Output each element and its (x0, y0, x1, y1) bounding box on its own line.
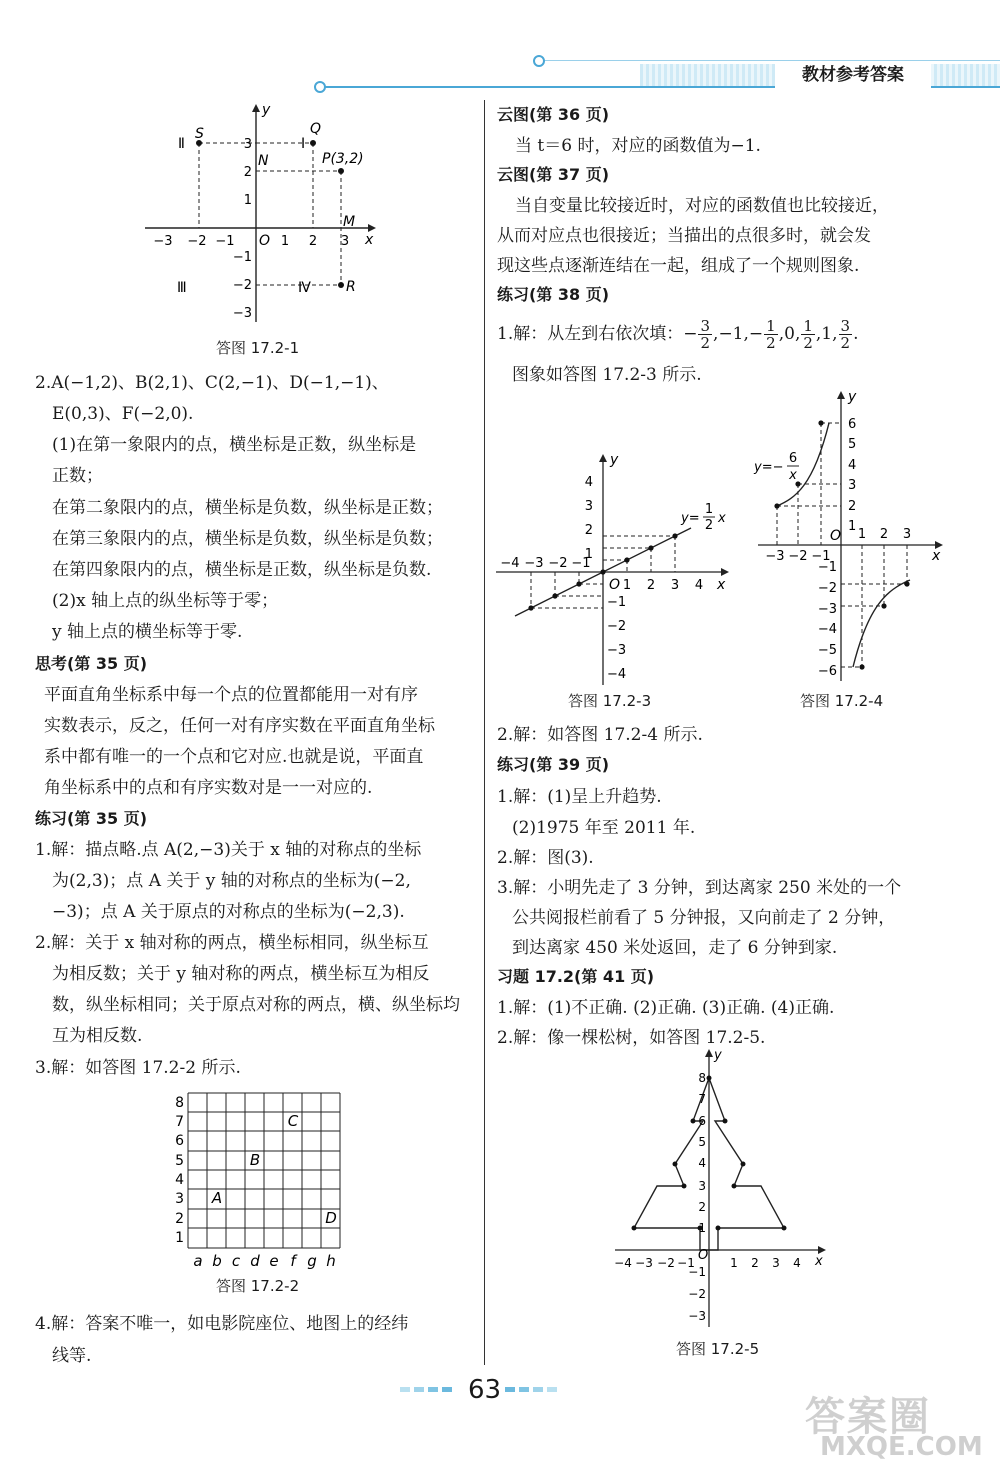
figure-17-2-5 (610, 1045, 840, 1335)
point-p (338, 168, 344, 174)
y-tick-labels (233, 137, 252, 321)
x-axis-arrow (721, 568, 729, 576)
svg-text:x: x (932, 548, 941, 564)
svg-text:f: f (290, 1252, 296, 1270)
xt172-q2: 2.解：像一棵松树，如答图 17.2-5. (497, 1028, 766, 1048)
guide-lines (199, 143, 341, 285)
header-dot-icon (314, 81, 326, 93)
y-axis-arrow (837, 391, 845, 399)
svg-text:−3: −3 (635, 1256, 653, 1270)
svg-text:2: 2 (751, 1256, 759, 1270)
ex39-q3-line1: 3.解：小明先走了 3 分钟，到达离家 250 米处的一个 (497, 878, 902, 898)
svg-text:6: 6 (848, 417, 857, 432)
q4-line1: 4.解：答案不唯一，如电影院座位、地图上的经纬 (35, 1314, 409, 1334)
axis-labels (698, 1048, 823, 1269)
svg-text:−3: −3 (607, 643, 627, 658)
q4-line2: 线等. (52, 1346, 92, 1366)
ex35-q2-line1: 2.解：关于 x 轴对称的两点，横坐标相同，纵坐标互 (35, 933, 429, 953)
svg-text:3: 3 (698, 1179, 706, 1193)
caption-17-2-4: 答图 17.2-4 (800, 692, 884, 710)
svg-text:2: 2 (308, 234, 318, 249)
label-x: x (365, 232, 374, 248)
svg-text:d: d (250, 1252, 260, 1270)
ex38-q2: 2.解：如答图 17.2-4 所示. (497, 725, 703, 745)
svg-text:−1: −1 (232, 250, 252, 265)
svg-text:−1: −1 (811, 549, 831, 564)
yun37-line3: 现这些点逐渐连结在一起，组成了一个规则图象. (497, 256, 860, 276)
svg-text:8: 8 (175, 1095, 184, 1111)
ex35-q1-line1: 1.解：描点略.点 A(2,−3)关于 x 轴的对称点的坐标 (35, 840, 422, 860)
svg-text:3: 3 (902, 527, 912, 542)
svg-text:−3: −3 (765, 549, 785, 564)
page-number: 63 (468, 1375, 502, 1405)
svg-text:1: 1 (584, 547, 593, 562)
svg-text:1: 1 (280, 234, 290, 249)
svg-text:4: 4 (175, 1172, 184, 1188)
y-axis-arrow (705, 1049, 713, 1057)
svg-text:2: 2 (848, 499, 857, 514)
function-label (680, 502, 726, 533)
ex35-q2-line3: 数，纵坐标相同；关于原点对称的两点，横、纵坐标均 (52, 995, 460, 1015)
yun37-heading: 云图(第 37 页) (497, 165, 610, 184)
svg-text:a: a (193, 1252, 203, 1270)
ex39-q3-line3: 到达离家 450 米处返回，走了 6 分钟到家. (512, 938, 838, 958)
svg-text:2: 2 (584, 523, 593, 538)
ex38-q1-line2: 图象如答图 17.2-3 所示. (512, 365, 702, 385)
label-quadrant-2: Ⅱ (178, 136, 185, 152)
svg-text:2: 2 (646, 578, 656, 593)
xt172-q1: 1.解：(1)不正确. (2)正确. (3)正确. (4)正确. (497, 998, 835, 1018)
page-deco-left (400, 1386, 460, 1394)
label-quadrant-4: Ⅳ (298, 280, 311, 296)
ex35-heading: 练习(第 35 页) (35, 809, 148, 828)
point-r (338, 282, 344, 288)
label-n: N (258, 153, 269, 169)
svg-text:4: 4 (793, 1256, 801, 1270)
svg-text:−1: −1 (677, 1256, 695, 1270)
svg-text:5: 5 (175, 1153, 184, 1169)
svg-text:3: 3 (340, 234, 350, 249)
think-line4: 角坐标系中的点和有序实数对是一一对应的. (44, 778, 373, 798)
point-b: B (249, 1151, 261, 1169)
label-p: P(3,2) (322, 151, 364, 167)
svg-text:−4: −4 (817, 622, 837, 637)
label-r: R (346, 279, 356, 295)
svg-text:−2: −2 (788, 549, 808, 564)
svg-text:−3: −3 (232, 306, 252, 321)
yun36-heading: 云图(第 36 页) (497, 105, 610, 124)
svg-text:1: 1 (704, 502, 714, 517)
svg-text:1: 1 (848, 519, 857, 534)
label-m: M (343, 214, 356, 230)
svg-text:y: y (714, 1048, 722, 1063)
svg-text:b: b (212, 1252, 222, 1270)
header-dot-icon (533, 55, 545, 67)
think-line2: 实数表示，反之，任何一对有序实数在平面直角坐标 (44, 716, 435, 736)
svg-text:y=−: y=− (754, 460, 784, 475)
label-y: y (262, 102, 271, 118)
caption-17-2-3: 答图 17.2-3 (568, 692, 652, 710)
yun36-line: 当 t＝6 时，对应的函数值为−1. (515, 136, 761, 156)
think-line3: 系中都有唯一的一个点和它对应.也就是说，平面直 (44, 747, 424, 767)
ex35-q1-line2: 为(2,3)；点 A 关于 y 轴的对称点的坐标为(−2, (52, 871, 411, 891)
point-q (310, 140, 316, 146)
svg-text:−4: −4 (500, 556, 520, 571)
svg-text:2: 2 (175, 1211, 184, 1227)
svg-text:−2: −2 (548, 556, 568, 571)
svg-text:−3: −3 (524, 556, 544, 571)
point-c: C (287, 1112, 299, 1130)
svg-text:−2: −2 (607, 619, 627, 634)
svg-text:y: y (848, 389, 857, 405)
svg-text:y: y (610, 452, 619, 468)
label-q: Q (310, 121, 322, 137)
figure-17-2-4 (750, 385, 950, 690)
fraction: $\frac{3}{2}$ (840, 317, 851, 352)
svg-text:3: 3 (584, 499, 593, 514)
figure-17-2-2 (168, 1088, 358, 1278)
yun37-line2: 从而对应点也很接近；当描出的点很多时，就会发 (497, 226, 871, 246)
x-tick-labels (153, 234, 349, 249)
svg-text:−2: −2 (232, 278, 252, 293)
svg-text:O: O (830, 528, 842, 544)
svg-text:4: 4 (698, 1156, 706, 1170)
svg-text:x: x (717, 577, 726, 593)
svg-text:1: 1 (175, 1230, 184, 1246)
ex39-heading: 练习(第 39 页) (497, 755, 610, 774)
yun37-line1: 当自变量比较接近时，对应的函数值也比较接近， (515, 196, 889, 216)
svg-text:−4: −4 (614, 1256, 632, 1270)
svg-text:4: 4 (848, 458, 857, 473)
ex35-q2-line4: 互为相反数. (52, 1026, 143, 1046)
svg-text:−3: −3 (817, 602, 837, 617)
q2-part2: (2)x 轴上点的纵坐标等于零； (52, 591, 279, 611)
svg-text:2: 2 (698, 1200, 706, 1214)
svg-text:3: 3 (243, 137, 252, 152)
ex35-q1-line3: −3)；点 A 关于原点的对称点的坐标为(−2,3). (52, 902, 405, 922)
ex39-q2: 2.解：图(3). (497, 848, 594, 868)
header-title: 教材参考答案 (775, 62, 931, 88)
q2-line-q2: 在第二象限内的点，横坐标是负数，纵坐标是正数； (52, 498, 443, 518)
svg-text:1: 1 (730, 1256, 738, 1270)
q2-line1: 2.A(−1,2)、B(2,1)、C(2,−1)、D(−1,−1)、 (35, 373, 389, 393)
svg-text:6: 6 (788, 451, 798, 466)
page-deco-right (505, 1386, 565, 1394)
ex35-q3: 3.解：如答图 17.2-2 所示. (35, 1058, 241, 1078)
svg-text:1: 1 (622, 578, 632, 593)
svg-text:7: 7 (175, 1114, 184, 1130)
caption-17-2-2: 答图 17.2-2 (216, 1277, 300, 1295)
svg-text:e: e (269, 1252, 279, 1270)
svg-text:y=: y= (681, 511, 700, 526)
ex39-q1a: 1.解：(1)呈上升趋势. (497, 787, 662, 807)
figure-17-2-3 (493, 450, 738, 690)
ex39-q3-line2: 公共阅报栏前看了 5 分钟报，又向前走了 2 分钟， (512, 908, 896, 928)
q2-line2: E(0,3)、F(−2,0). (52, 404, 194, 424)
ex38-heading: 练习(第 38 页) (497, 285, 610, 304)
grid-lines (188, 1093, 340, 1248)
svg-text:x: x (789, 468, 797, 483)
x-axis-arrow (818, 1246, 826, 1254)
label-s: S (195, 126, 204, 142)
svg-text:2: 2 (243, 165, 252, 180)
q2-part2b: y 轴上点的横坐标等于零. (52, 622, 243, 642)
watermark-logo: 答案圈 (805, 1394, 931, 1440)
y-tick-labels (818, 417, 856, 679)
column-divider (484, 100, 485, 1365)
svg-text:6: 6 (175, 1133, 184, 1149)
svg-text:−6: −6 (817, 664, 837, 679)
caption-17-2-1: 答图 17.2-1 (216, 339, 300, 357)
ex35-q2-line2: 为相反数；关于 y 轴对称的两点，横坐标互为相反 (52, 964, 430, 984)
svg-text:−3: −3 (153, 234, 173, 249)
svg-text:7: 7 (698, 1092, 706, 1106)
x-axis-arrow (368, 224, 376, 232)
svg-text:3: 3 (848, 478, 857, 493)
q2-part1b: 正数； (52, 466, 103, 486)
point-a: A (211, 1189, 223, 1207)
figure-17-2-1 (140, 100, 380, 330)
header-thin-line (540, 60, 1000, 61)
svg-text:g: g (307, 1252, 317, 1270)
label-quadrant-1: Ⅰ (301, 136, 306, 152)
fraction: $\frac{1}{2}$ (803, 317, 813, 352)
svg-text:O: O (698, 1248, 709, 1263)
think-line1: 平面直角坐标系中每一个点的位置都能用一对有序 (44, 685, 418, 705)
label-origin: O (259, 233, 271, 249)
svg-text:x: x (718, 511, 726, 526)
y-axis-arrow (252, 104, 260, 112)
svg-text:−2: −2 (688, 1287, 706, 1301)
caption-17-2-5: 答图 17.2-5 (676, 1340, 760, 1358)
svg-text:−4: −4 (607, 667, 627, 682)
svg-text:−2: −2 (187, 234, 207, 249)
svg-text:5: 5 (848, 437, 857, 452)
think-heading: 思考(第 35 页) (35, 654, 148, 673)
label-quadrant-3: Ⅲ (177, 280, 187, 296)
svg-text:−1: −1 (688, 1265, 706, 1279)
svg-text:−1: −1 (607, 595, 627, 610)
svg-text:2: 2 (879, 527, 889, 542)
svg-text:1: 1 (698, 1221, 706, 1235)
svg-text:−2: −2 (817, 581, 837, 596)
svg-text:−1: −1 (571, 556, 591, 571)
svg-text:−1: −1 (817, 560, 837, 575)
fraction: $\frac{1}{2}$ (766, 317, 776, 352)
ex38-q1-prefix: 1.解：从左到右依次填： (497, 324, 684, 344)
svg-text:6: 6 (698, 1114, 706, 1128)
svg-text:1: 1 (857, 527, 867, 542)
svg-text:c: c (231, 1252, 241, 1270)
svg-text:x: x (815, 1254, 823, 1269)
svg-text:5: 5 (698, 1135, 706, 1149)
watermark-url: MXQE.COM (820, 1432, 983, 1462)
svg-text:3: 3 (670, 578, 680, 593)
q2-line-q3: 在第三象限内的点，横坐标是负数，纵坐标是负数； (52, 529, 443, 549)
q2-line-q4: 在第四象限内的点，横坐标是正数，纵坐标是负数. (52, 560, 432, 580)
point-d: D (325, 1209, 337, 1227)
row-labels (175, 1095, 184, 1246)
ex39-q1b: (2)1975 年至 2011 年. (512, 818, 696, 838)
svg-text:−5: −5 (817, 643, 837, 658)
svg-text:3: 3 (175, 1191, 184, 1207)
ex38-q1-fill-line: 1.解：从左到右依次填：− $\frac{3}{2}$ ,−1,− $\frac{1}{2}$ ,0, $\frac{1}{2}$ ,1, $\frac{3}{2}$ . (497, 317, 859, 352)
svg-text:1: 1 (243, 193, 252, 208)
svg-text:−2: −2 (657, 1256, 675, 1270)
y-axis-arrow (599, 454, 607, 462)
svg-text:2: 2 (704, 518, 714, 533)
svg-text:−3: −3 (688, 1309, 706, 1323)
svg-text:3: 3 (772, 1256, 780, 1270)
svg-text:O: O (609, 577, 621, 593)
function-label (753, 451, 799, 483)
svg-text:4: 4 (584, 475, 593, 490)
q2-part1a: (1)在第一象限内的点，横坐标是正数，纵坐标是 (52, 435, 417, 455)
svg-text:8: 8 (698, 1071, 706, 1085)
svg-text:h: h (326, 1252, 336, 1270)
svg-text:4: 4 (694, 578, 704, 593)
col-labels (193, 1252, 335, 1270)
xt172-heading: 习题 17.2(第 41 页) (497, 967, 655, 986)
svg-text:−1: −1 (215, 234, 235, 249)
fraction: $\frac{3}{2}$ (700, 317, 711, 352)
